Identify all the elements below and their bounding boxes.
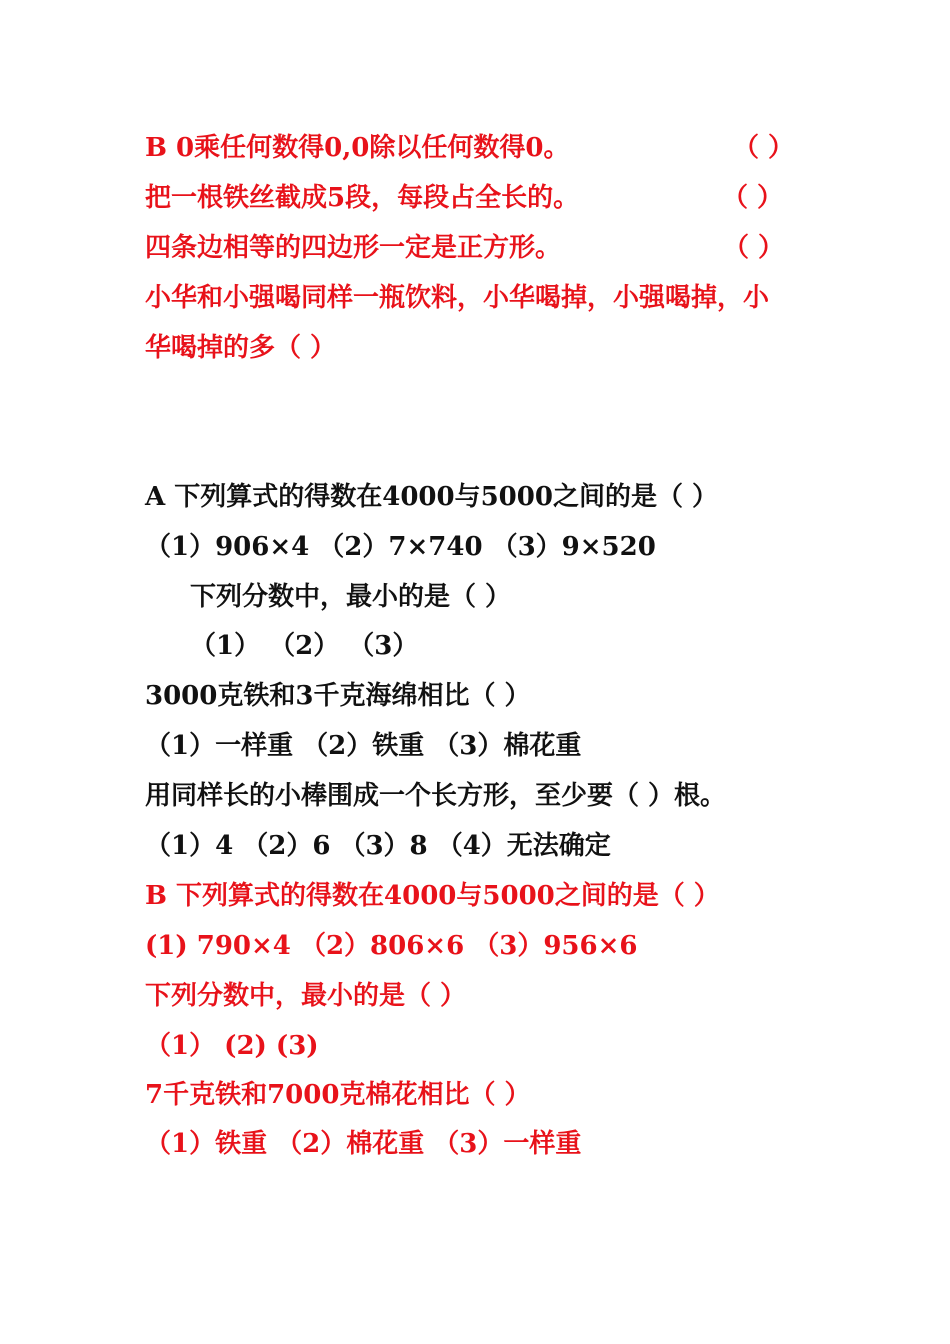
judgement-b-q3-paren: （ ） bbox=[723, 233, 785, 263]
judgement-b-q4-line2: 华喝掉的多（ ） bbox=[145, 333, 337, 363]
choice-a-q1: A 下列算式的得数在4000与5000之间的是（ ） bbox=[145, 482, 719, 512]
choice-b-q3-options: （1）铁重 （2）棉花重 （3）一样重 bbox=[145, 1129, 582, 1159]
choice-b-q2: 下列分数中，最小的是（ ） bbox=[145, 981, 467, 1011]
judgement-b-q1-paren: （ ） bbox=[733, 133, 795, 163]
judgement-b-q2-paren: （ ） bbox=[722, 183, 784, 213]
choice-b-q1: B 下列算式的得数在4000与5000之间的是（ ） bbox=[145, 881, 720, 911]
judgement-b-q3: 四条边相等的四边形一定是正方形。 bbox=[145, 233, 562, 263]
judgement-b-q4-line1: 小华和小强喝同样一瓶饮料，小华喝掉，小强喝掉，小 bbox=[145, 283, 770, 313]
choice-a-q3-options: （1）一样重 （2）铁重 （3）棉花重 bbox=[145, 731, 582, 761]
choice-a-q4-options: （1）4 （2）6 （3）8 （4）无法确定 bbox=[145, 831, 611, 861]
choice-a-q3: 3000克铁和3千克海绵相比（ ） bbox=[145, 681, 531, 711]
choice-a-q4: 用同样长的小棒围成一个长方形，至少要（ ）根。 bbox=[145, 781, 727, 811]
choice-b-q2-options: （1） (2) (3) bbox=[145, 1031, 319, 1061]
choice-b-q1-options: (1) 790×4 （2）806×6 （3）956×6 bbox=[145, 931, 638, 961]
judgement-b-q2: 把一根铁丝截成5段，每段占全长的。 bbox=[145, 183, 580, 213]
choice-b-q3: 7千克铁和7000克棉花相比（ ） bbox=[145, 1080, 531, 1110]
choice-a-q2: 下列分数中，最小的是（ ） bbox=[190, 582, 512, 612]
choice-a-q1-options: （1）906×4 （2）7×740 （3）9×520 bbox=[145, 532, 656, 562]
judgement-b-q1: B 0乘任何数得0,0除以任何数得0。 bbox=[145, 133, 570, 163]
choice-a-q2-options: （1） （2） （3） bbox=[190, 631, 419, 661]
